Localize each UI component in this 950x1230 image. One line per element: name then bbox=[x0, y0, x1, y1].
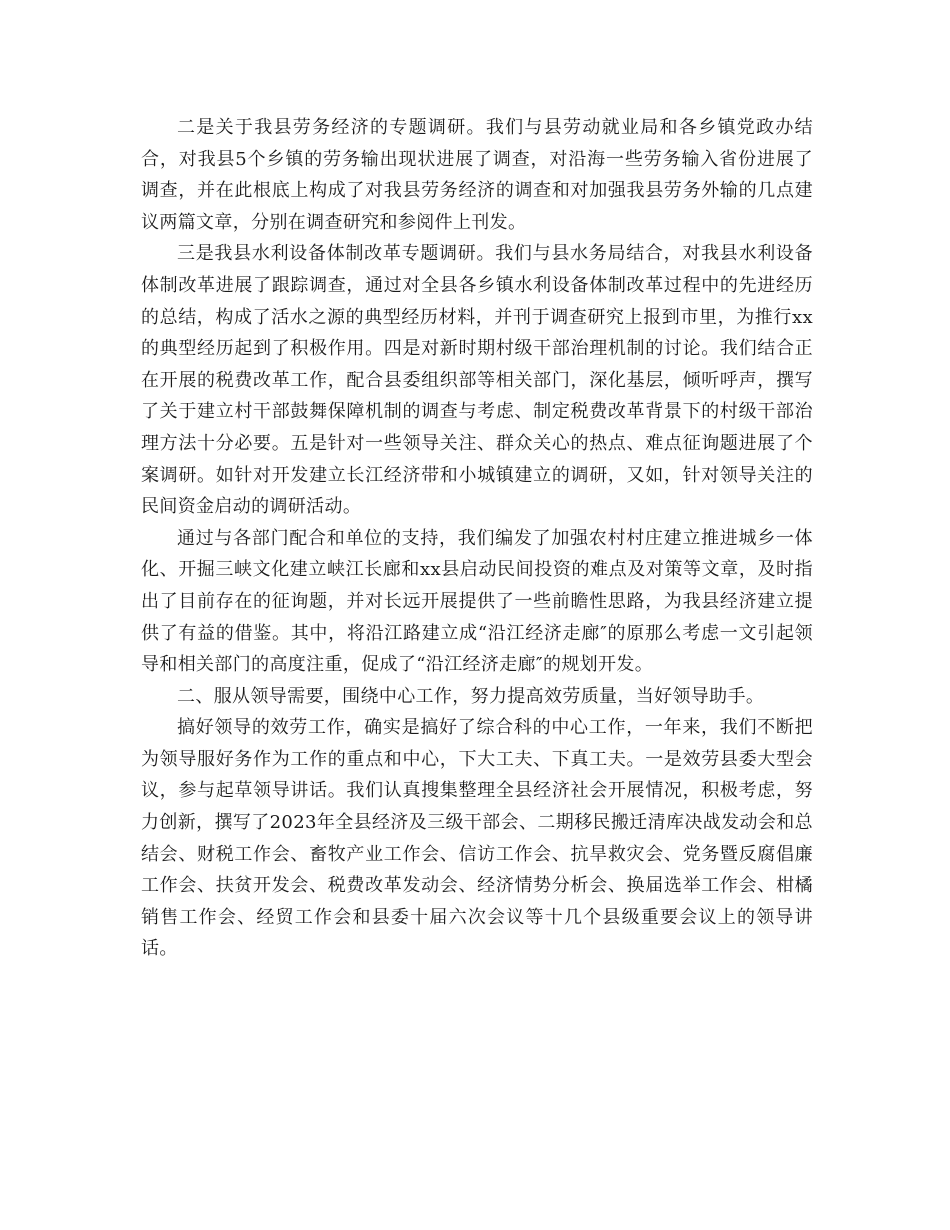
paragraph: 通过与各部门配合和单位的支持，我们编发了加强农村村庄建立推进城乡一体化、开掘三峡文化建立峡江长廊和xx县启动民间投资的难点及对策等文章，及时指出了目前存在的征询题，并对长远开展提供了一些前瞻性思路，为我县经济建立提供了有益的借鉴。其中，将沿江路建立成“沿江经济走廊″的原那么考虑一文引起领导和相关部门的高度注重，促成了“沿江经济走廊″的规划开发。 bbox=[141, 527, 813, 676]
paragraph: 二是关于我县劳务经济的专题调研。我们与县劳动就业局和各乡镇党政办结合，对我县5个乡镇的劳务输出现状进展了调查，对沿海一些劳务输入省份进展了调查，并在此根底上构成了对我县劳务经济的调查和对加强我县劳务外输的几点建议两篇文章，分别在调查研究和参阅件上刊发。 bbox=[141, 117, 813, 233]
paragraph: 搞好领导的效劳工作，确实是搞好了综合科的中心工作，一年来，我们不断把为领导服好务作为工作的重点和中心，下大工夫、下真工夫。一是效劳县委大型会议，参与起草领导讲话。我们认真搜集整理全县经济社会开展情况，积极考虑，努力创新，撰写了2023年全县经济及三级干部会、二期移民搬迁清库决战发动会和总结会、财税工作会、畜牧产业工作会、信访工作会、抗旱救灾会、党务暨反腐倡廉工作会、扶贫开发会、税费改革发动会、经济情势分析会、换届选举工作会、柑橘销售工作会、经贸工作会和县委十届六次会议等十几个县级重要会议上的领导讲话。 bbox=[141, 717, 813, 960]
section-heading: 二、服从领导需要，围绕中心工作，努力提高效劳质量，当好领导助手。 bbox=[177, 685, 765, 707]
paragraph: 三是我县水利设备体制改革专题调研。我们与县水务局结合，对我县水利设备体制改革进展了跟踪调查，通过对全县各乡镇水利设备体制改革过程中的先进经历的总结，构成了活水之源的典型经历材料，并刊于调查研究上报到市里，为推行xx的典型经历起到了积极作用。四是对新时期村级干部治理机制的讨论。我们结合正在开展的税费改革工作，配合县委组织部等相关部门，深化基层，倾听呼声，撰写了关于建立村干部鼓舞保障机制的调查与考虑、制定税费改革背景下的村级干部治理方法十分必要。五是针对一些领导关注、群众关心的热点、难点征询题进展了个案调研。如针对开发建立长江经济带和小城镇建立的调研，又如，针对领导关注的民间资金启动的调研活动。 bbox=[141, 243, 813, 518]
document-body bbox=[141, 112, 813, 965]
